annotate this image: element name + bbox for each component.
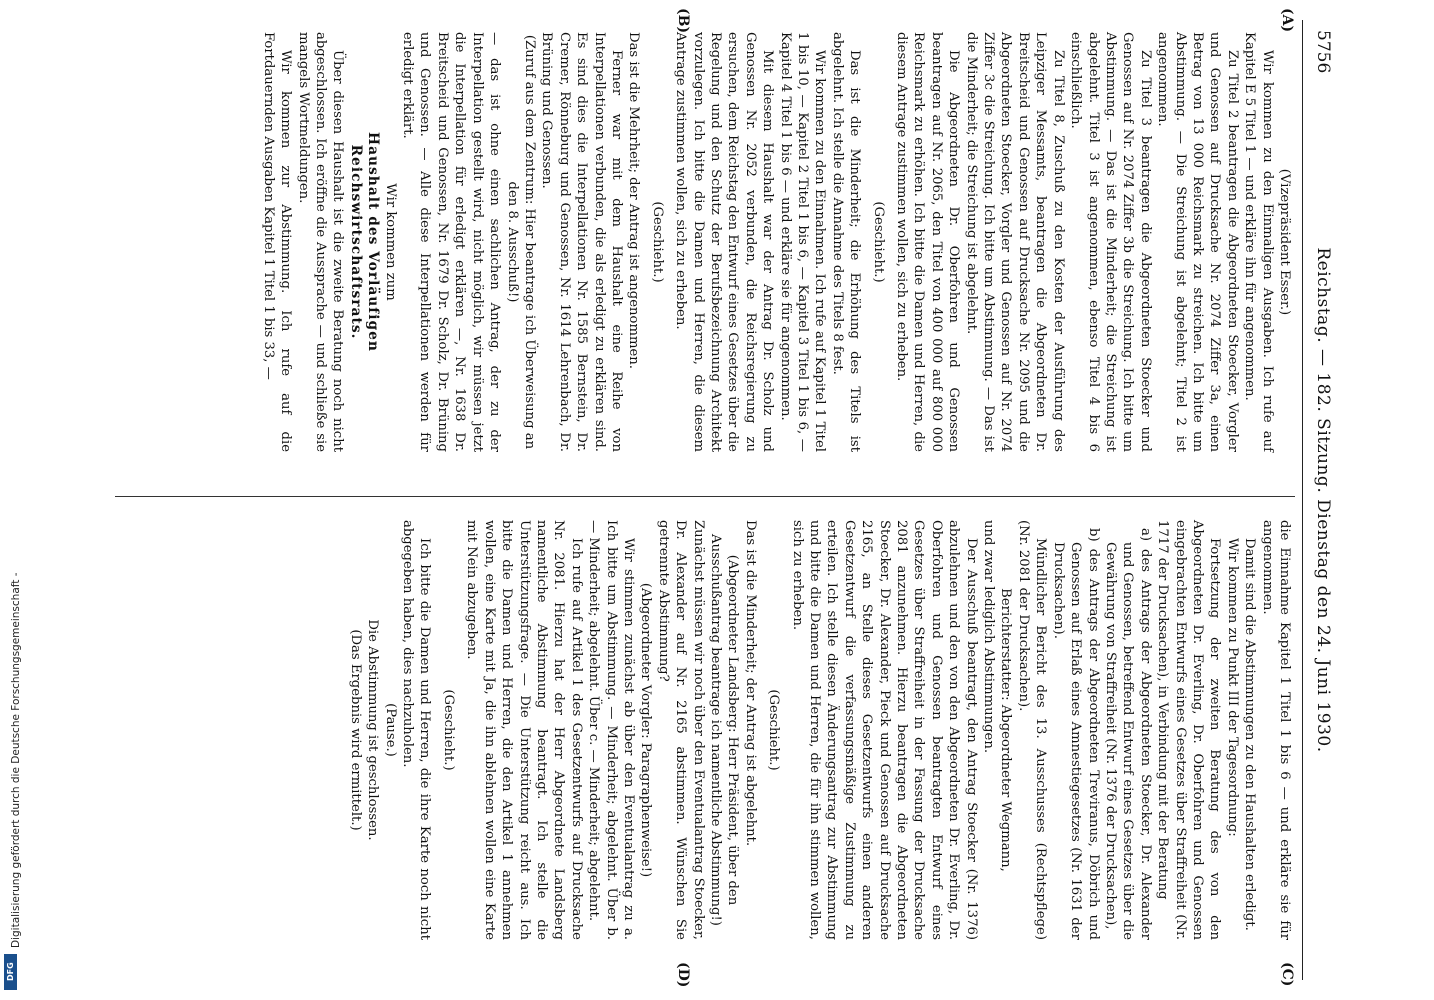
paragraph: Wir kommen zu den Einmaligen Ausgaben. Ich rufe auf Kapitel E 5 Titel 1 — und erkläre ihn für angenommen.	[1242, 32, 1275, 452]
header-rule	[1302, 20, 1303, 980]
left-column	[259, 32, 1293, 452]
column-divider	[115, 496, 1295, 497]
paragraph: Ich bitte die Damen und Herren, die ihre Karte noch nicht abgegeben haben, dies nachzuholen.	[400, 520, 433, 940]
paragraph: Zu Titel 3 beantragen die Abgeordneten Stoecker und Genossen auf Nr. 2074 Ziffer 3b die Streichung. Ich bitte um Abstimmung. — Das ist die Minderheit; die Streichung ist abgelehnt. Titel 3 ist angenommen, ebenso Titel 4 bis 6 einschließlich.	[1068, 32, 1153, 452]
stage-direction: (Geschieht.)	[440, 689, 456, 771]
interjection: (Abgeordneter Landsberg: Herr Präsident, über den Ausschußantrag beantrage ich namentliche Abstimmung!)	[708, 534, 741, 926]
paragraph: Zu Titel 2 beantragen die Abgeordneten Stoecker, Vorgler und Genossen auf Drucksache Nr. 2074 Ziffer 3a, einen Betrag von 13 000 Reichsmark zu streichen. Ich bitte um Abstimmung. — Die Streichung ist abgelehnt; Titel 2 ist angenommen.	[1155, 32, 1240, 452]
paragraph: Über diesen Haushalt ist die zweite Beratung noch nicht abgeschlossen. Ich eröffne die Aussprache — und schließe sie mangels Wortmeldungen.	[295, 32, 346, 452]
paragraph: die Einnahme Kapitel 1 Titel 1 bis 6 — und erkläre sie für angenommen.	[1259, 520, 1292, 940]
paragraph: Das ist die Minderheit; die Erhöhung des Titels ist abgelehnt. Ich stelle die Annahme des Titels 8 fest.	[829, 32, 863, 452]
paragraph: Der Ausschuß beantragt, den Antrag Stoecker (Nr. 1376) abzulehnen und den von den Abgeordneten Dr. Everling, Dr. Oberfohren und Genossen beantragten Entwurf eines Gesetzes über Straffreiheit in der Fassung der Drucksache 2081 anzunehmen. Hierzu beantragen die Abgeordneten Stoecker, Dr. Alexander, Pieck und Genossen auf Drucksache 2165, an Stelle dieses Gesetzentwurfs einen anderen Gesetzentwurf die verfassungsmäßige Zustimmung zu erteilen. Ich stelle diesen Änderungsantrag zur Abstimmung und bitte die Damen und Herren, die für ihn stimmen wollen, sich zu erheben.	[789, 520, 979, 940]
paragraph: Wir kommen zur Abstimmung. Ich rufe auf die Fortdauernden Ausgaben Kapitel 1 Titel 1 bis 33, —	[260, 32, 294, 452]
margin-mark-c: (C)	[1279, 962, 1295, 987]
paragraph: — das ist ohne einen sachlichen Antrag, der zu der Interpellation gestellt wird, nicht möglich, wir müssen jetzt die Interpellation für erledigt erklären —, Nr. 1638 Dr. Breitscheid und Genossen, Nr. 1679 Dr. Scholz, Dr. Brüning und Genossen. — Alle diese Interpellationen werden für erledigt erklärt.	[400, 32, 503, 452]
stage-direction: (Pause.)	[382, 703, 398, 757]
interjection: (Abgeordneter Vorgler: Paragraphenweise!)	[638, 582, 654, 878]
paragraph: Die Abgeordneten Dr. Oberfohren und Genossen beantragen auf Nr. 2065, den Titel von 400 000 auf 800 000 Reichsmark zu erhöhen. Ich bitte die Damen und Herren, die diesem Antrage zustimmen wollen, sich zu erheben.	[894, 32, 962, 452]
agenda-subitem: a) des Antrags der Abgeordneten Stoecker, Dr. Alexander und Genossen, betreffend Entwurf eines Gesetzes über die Gewährung von Straffreiheit (Nr. 1376 der Drucksachen),	[1102, 528, 1153, 940]
paragraph: Ferner war mit dem Haushalt eine Reihe von Interpellationen verbunden, die als erledigt zu erklären sind. Es sind dies die Interpellationen Nr. 1585 Bernstein, Dr. Cremer, Rönneburg und Genossen, Nr. 1614 Lehrenbach, Dr. Brüning und Genossen.	[539, 32, 624, 452]
stage-direction: (Geschieht.)	[870, 201, 886, 283]
stage-direction: (Geschieht.)	[766, 689, 782, 771]
page-header	[1309, 30, 1337, 970]
margin-mark-a: (A)	[1279, 8, 1295, 33]
margin-mark-d: (D)	[675, 962, 691, 988]
agenda-item: Fortsetzung der zweiten Beratung des von den Abgeordneten Dr. Everling, Dr. Oberfohren und Genossen eingebrachten Entwurfs eines Gesetzes über Straffreiheit (Nr. 1717 der Drucksachen), in Verbindung mit der Beratung	[1155, 520, 1223, 940]
footer-credit: Digitalisierung gefördert durch die Deutsche Forschungsgemeinschaft -	[10, 572, 22, 948]
paragraph: Mit diesem Haushalt war der Antrag Dr. Scholz und Genossen Nr. 2052 verbunden, die Reichsregierung zu ersuchen, dem Reichstag den Entwurf eines Gesetzes über die Regelung und den Schutz der Berufsbezeichnung Architekt vorzulegen. Ich bitte die Damen und Herren, die diesem Antrage zustimmen wollen, sich zu erheben.	[673, 32, 776, 452]
agenda-subitem: b) des Antrags der Abgeordneten Treviranus, Döbrich und Genossen auf Erlaß eines Amnestiegesetzes (Nr. 1631 der Drucksachen).	[1050, 528, 1101, 940]
paragraph: Wir kommen zu Punkt III der Tagesordnung:	[1224, 538, 1240, 837]
right-column	[346, 520, 1293, 940]
paragraph: Wir kommen zum	[382, 183, 398, 301]
stage-direction: (Das Ergebnis wird ermittelt.)	[347, 629, 363, 831]
page-title: Reichstag. — 182. Sitzung. Dienstag den 24. Juni 1930.	[1313, 247, 1333, 753]
paragraph: Das ist die Minderheit; der Antrag ist abgelehnt.	[742, 520, 758, 847]
dfg-logo: DFG	[4, 954, 17, 990]
paragraph: Wir stimmen zunächst ab über den Eventualantrag zu a. Ich bitte um Abstimmung. — Minderheit; abgelehnt. Über b. — Minderheit; abgelehnt. Über c. — Minderheit; abgelehnt.	[586, 520, 636, 940]
interjection: (Zuruf aus dem Zentrum: Hier beantrage ich Überweisung an den 8. Ausschuß!)	[504, 34, 537, 450]
paragraph: Mündlicher Bericht des 13. Ausschusses (Rechtspflege) (Nr. 2081 der Drucksachen).	[1015, 520, 1049, 940]
paragraph: Damit sind die Abstimmungen zu den Haushalten erledigt.	[1242, 538, 1258, 931]
paragraph: (Vizepräsident Esser.)	[1277, 168, 1292, 316]
margin-mark-b: (B)	[675, 8, 691, 34]
page-number: 5756	[1313, 30, 1333, 74]
paragraph: Die Abstimmung ist geschlossen.	[365, 619, 381, 841]
paragraph: Ich rufe auf Artikel 1 des Gesetzentwurfs auf Drucksache Nr. 2081. Hierzu hat der Herr Abgeordnete Landsberg namentliche Abstimmung beantragt. Ich stelle die Unterstützungsfrage. — Die Unterstützung reicht aus. Ich bitte die Damen und Herren, die den Artikel 1 annehmen wollen, eine Karte mit Ja, die ihn ablehnen wollen eine Karte mit Nein abzugeben.	[464, 520, 584, 940]
digitization-footer	[0, 0, 22, 1000]
stage-direction: (Geschieht.)	[649, 201, 665, 283]
paragraph: Zu Titel 8, Zuschuß zu den Kosten der Ausführung des Leipziger Messamts, beantragen die Abgeordneten Dr. Breitscheid und Genossen auf Drucksache Nr. 2095 und die Abgeordneten Stoecker, Vorgler und Genossen auf Nr. 2074 Ziffer 3c die Streichung. Ich bitte um Abstimmung. — Das ist die Minderheit; die Streichung ist abgelehnt.	[963, 32, 1066, 452]
paragraph: Zunächst müssen wir noch über den Eventualantrag Stoecker, Dr. Alexander auf Nr. 2165 abstimmen. Wünschen Sie getrennte Abstimmung?	[655, 520, 706, 940]
section-heading: Haushalt des Vorläufigen Reichswirtschaftsrats.	[347, 132, 382, 352]
paragraph: und zwar lediglich Abstimmungen.	[981, 520, 997, 754]
paragraph: Berichterstatter: Abgeordneter Wegmann,	[998, 588, 1014, 872]
rotated-page	[35, 0, 1345, 1000]
paragraph: Wir kommen zu den Einnahmen. Ich rufe auf Kapitel 1 Titel 1 bis 10, — Kapitel 2 Titel 1 bis 6, — Kapitel 3 Titel 1 bis 6, — Kapitel 4 Titel 1 bis 6 — und erkläre sie für angenommen.	[777, 32, 828, 452]
paragraph: Das ist die Mehrheit; der Antrag ist angenommen.	[626, 32, 642, 369]
